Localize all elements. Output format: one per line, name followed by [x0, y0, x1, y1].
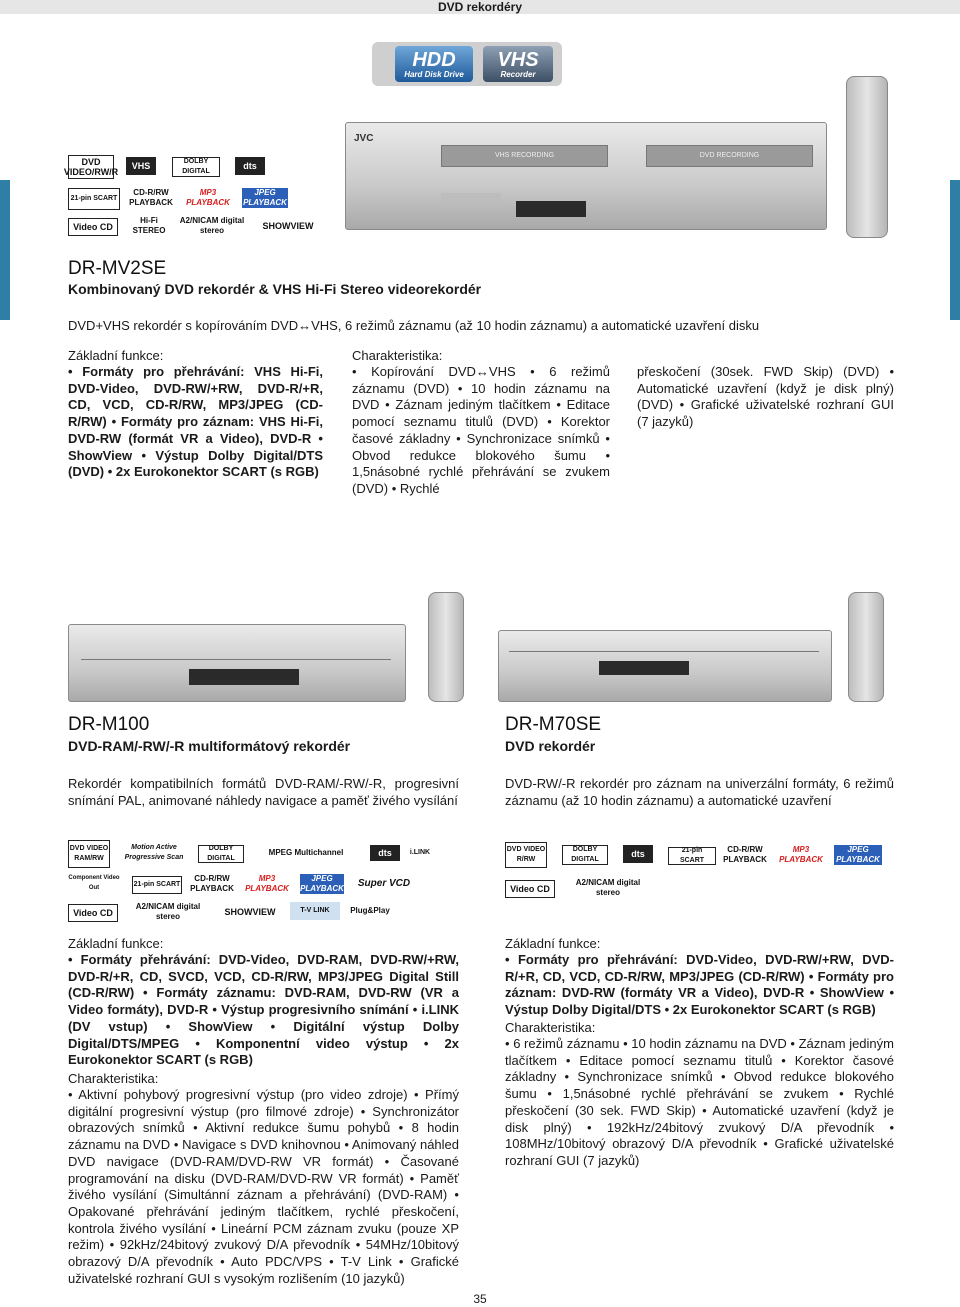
logo-scart-m100: 21-pin SCART: [132, 876, 182, 894]
intro-dr-m100: Rekordér kompatibilních formátů DVD-RAM/-RW/-R, progresivní snímání PAL, animované náhledy navigace a paměť živého vysílání: [68, 776, 459, 808]
device-brand: JVC: [354, 133, 374, 144]
logo-ilink: i.LINK: [409, 849, 431, 856]
vhs-badge-title: VHS: [497, 48, 539, 71]
m70se-char-text: • 6 režimů záznamu • 10 hodin záznamu na DVD • Záznam jediným tlačítkem • Editace pomocí seznamu titulů • Korektor časové základny • Synchronizace snímků • Obvod redukce blokového šumu • 1,5násobné rychlé přehrávání se zvukem • Rychlé přeskočení (30 sek. FWD Skip) • Automatické uzavření (když je disk plný) • 192kHz/24bitový zvukový D/A převodník • 108MHz/10bitový obrazový D/A převodník • Grafické uživatelské rozhraní GUI (7 jazyků): [505, 1036, 894, 1168]
left-side-tab: [0, 180, 10, 320]
dr-mv2se-device: [345, 122, 827, 230]
subtitle-dr-mv2se: Kombinovaný DVD rekordér & VHS Hi-Fi Stereo videorekordér: [68, 281, 482, 297]
logo-nicam-m70se: A2/NICAM digital stereo: [575, 878, 641, 897]
mv2se-remote: [846, 76, 888, 238]
page-header-title: DVD rekordéry: [437, 0, 523, 14]
logo-vhs: VHS: [126, 157, 156, 175]
logo-scart: 21-pin SCART: [68, 188, 120, 210]
subtitle-dr-m70se: DVD rekordér: [505, 738, 596, 754]
logo-dolby: DOLBY DIGITAL: [172, 157, 220, 177]
subtitle-dr-m100: DVD-RAM/-RW/-R multiformátový rekordér: [68, 738, 351, 754]
m70se-remote: [848, 592, 884, 702]
logo-dolby-m100: DOLBY DIGITAL: [198, 845, 244, 863]
logo-jpeg-m100: JPEG PLAYBACK: [300, 874, 344, 893]
logo-mp3: MP3 PLAYBACK: [186, 188, 230, 207]
hdd-badge: [395, 46, 473, 82]
mv2se-char-label: Charakteristika:: [352, 348, 443, 363]
m100-basic-label: Základní funkce:: [68, 936, 164, 951]
logo-component: Component Video Out: [68, 875, 120, 891]
mv2se-basic-label: Základní funkce:: [68, 348, 164, 363]
m70se-basic-text: • Formáty pro přehrávání: DVD-Video, DVD-RW/+RW, DVD-R/+R, CD, VCD, CD-R/RW, MP3/JPEG (CD-R/RW) • Formáty pro záznam: DVD-RW (formáty VR a Video), DVD-R • ShowView • Výstup Dolby Digital/DTS • 2x Eurokonektor SCART (s RGB): [505, 952, 894, 1018]
logo-tvlink: T-V LINK: [290, 902, 340, 920]
logo-plugplay: Plug&Play: [350, 906, 390, 915]
logo-jpeg: JPEG PLAYBACK: [243, 188, 287, 207]
logo-dts-m100: dts: [370, 845, 400, 861]
hdd-badge-title: HDD: [412, 48, 456, 71]
dr-m100-device: [68, 624, 406, 702]
logo-videocd: Video CD: [68, 218, 118, 236]
m70se-tray-line: [509, 651, 819, 652]
m100-char-text: • Aktivní pohybový progresivní výstup (pro video zdroje) • Přímý digitální progresivní výstup (pro filmové zdroje) • Synchronizátor obrazových snímků • Aktivní redukce šumu pohybů • 8 hodin záznamu na DVD • Navigace s DVD knihovnou • Animovaný náhled DVD navigace (DVD-RAM/DVD-RW VR formát) • Časované programování na disku (DVD-RAM/DVD-RW VR formát) • Paměť živého vysílání (Simultánní záznam a přehrávání) (DVD-RAM) • Opakované přehrávání jediným tlačítkem, rychlé přeskočení, kontrola živého vysílání • Lineární PCM záznam zvuku (pouze XP režim) • 92kHz/24bitový zvukový D/A převodník • 54MHz/10bitový obrazový D/A převodník • Auto PDC/VPS • T-V Link • Grafické uživatelské rozhraní GUI s vysokým rozlišením (10 jazyků): [68, 1087, 459, 1286]
mv2se-basic-text: • Formáty pro přehrávání: VHS Hi-Fi, DVD-Video, DVD-RW/+RW, DVD-R/+R, CD, VCD, CD-R/RW, MP3/JPEG (CD-R/RW) • Formáty pro záznam: VHS Hi-Fi, DVD-RW (formát VR a Video), DVD-R • ShowView • Výstup Dolby Digital/DTS (DVD) • 2x Eurokonektor SCART (s RGB): [68, 364, 323, 480]
hdd-badge-sub: Hard Disk Drive: [404, 69, 464, 79]
m100-remote: [428, 592, 464, 702]
model-dr-mv2se: DR-MV2SE: [68, 258, 167, 279]
logo-nicam-m100: A2/NICAM digital stereo: [135, 902, 201, 921]
logo-dolby-m70se: DOLBY DIGITAL: [562, 845, 608, 865]
model-dr-m100: DR-M100: [68, 714, 150, 735]
logo-cdrw-m70se: CD-R/RW PLAYBACK: [723, 845, 767, 864]
logo-hifi: Hi-Fi STEREO: [132, 216, 166, 235]
dr-m70se-device: [498, 630, 832, 702]
logo-cdrw-m100: CD-R/RW PLAYBACK: [190, 874, 234, 893]
logo-dvd: DVD VIDEO/RW/R: [63, 157, 119, 177]
dvd-tray: DVD RECORDING: [646, 145, 813, 167]
m100-display: [189, 669, 299, 685]
logo-progressive: Motion Active Progressive Scan: [124, 844, 184, 861]
m100-char-label: Charakteristika:: [68, 1071, 159, 1086]
model-dr-m70se: DR-M70SE: [505, 714, 602, 735]
m70se-display: [599, 661, 689, 675]
logo-dts-m70se: dts: [623, 845, 653, 863]
logo-dvd-ram: DVD VIDEO RAM/RW: [68, 840, 110, 868]
device-buttons: [441, 193, 501, 203]
logo-videocd-m70se: Video CD: [505, 880, 555, 898]
logo-svcd: Super VCD: [357, 878, 411, 889]
logo-videocd-m100: Video CD: [68, 904, 118, 922]
intro-dr-mv2se: DVD+VHS rekordér s kopírováním DVD↔VHS, 6 režimů záznamu (až 10 hodin záznamu) a automatické uzavření disku: [68, 318, 760, 333]
logo-nicam: A2/NICAM digital stereo: [179, 216, 245, 235]
logo-showview-m100: SHOWVIEW: [224, 907, 276, 917]
m100-basic-text: • Formáty přehrávání: DVD-Video, DVD-RAM, DVD-RW/+RW, DVD-R/+R, CD, SVCD, VCD, CD-R/RW, MP3/JPEG Digital Still (CD-R/RW) • Formáty záznamu: DVD-RAM, DVD-RW (VR a Video formáty), DVD-R • Výstup progresivního snímání • i.LINK (DV vstup) • ShowView • Digitální výstup Dolby Digital/DTS/MPEG • Komponentní video výstup • 2x Eurokonektor SCART (s RGB): [68, 952, 459, 1068]
logo-mp3-m100: MP3 PLAYBACK: [245, 874, 289, 893]
logo-dts: dts: [235, 157, 265, 175]
m70se-char-label: Charakteristika:: [505, 1020, 596, 1035]
m70se-basic-label: Základní funkce:: [505, 936, 601, 951]
right-side-tab: [950, 180, 960, 320]
vhs-tray: VHS RECORDING: [441, 145, 608, 167]
logo-scart-m70se: 21-pin SCART: [668, 847, 716, 865]
intro-dr-m70se: DVD-RW/-R rekordér pro záznam na univerzální formáty, 6 režimů záznamu (až 10 hodin záznamu) a automatické uzavření: [505, 776, 894, 808]
vhs-badge: [483, 46, 553, 82]
logo-dvd-m70se: DVD VIDEO R/RW: [505, 842, 547, 868]
m100-tray-line: [81, 659, 391, 660]
logo-cdrw: CD-R/RW PLAYBACK: [129, 188, 173, 207]
mv2se-char-text: • Kopírování DVD↔VHS • 6 režimů záznamu (DVD) • 10 hodin záznamu na DVD • Záznam jediným tlačítkem • Editace pomocí seznamu titulů (DVD) • Korektor časové základny • Synchronizace snímků • Obvod redukce blokového šumu • 1,5násobné rychlé přehrávání se zvukem (DVD) • Rychlé: [352, 364, 610, 496]
page-number: 35: [473, 1292, 487, 1306]
logo-jpeg-m70se: JPEG PLAYBACK: [834, 845, 882, 865]
logo-mp3-m70se: MP3 PLAYBACK: [779, 845, 823, 864]
device-display: [516, 201, 586, 217]
vhs-badge-sub: Recorder: [500, 69, 536, 79]
mv2se-char-text-cont: přeskočení (30sek. FWD Skip) (DVD) • Automatické uzavření (když je disk plný) (DVD) • Grafické uživatelské rozhraní GUI (7 jazyků): [637, 364, 894, 430]
logo-mpeg-multichannel: MPEG Multichannel: [268, 848, 344, 857]
logo-showview: SHOWVIEW: [262, 221, 314, 231]
